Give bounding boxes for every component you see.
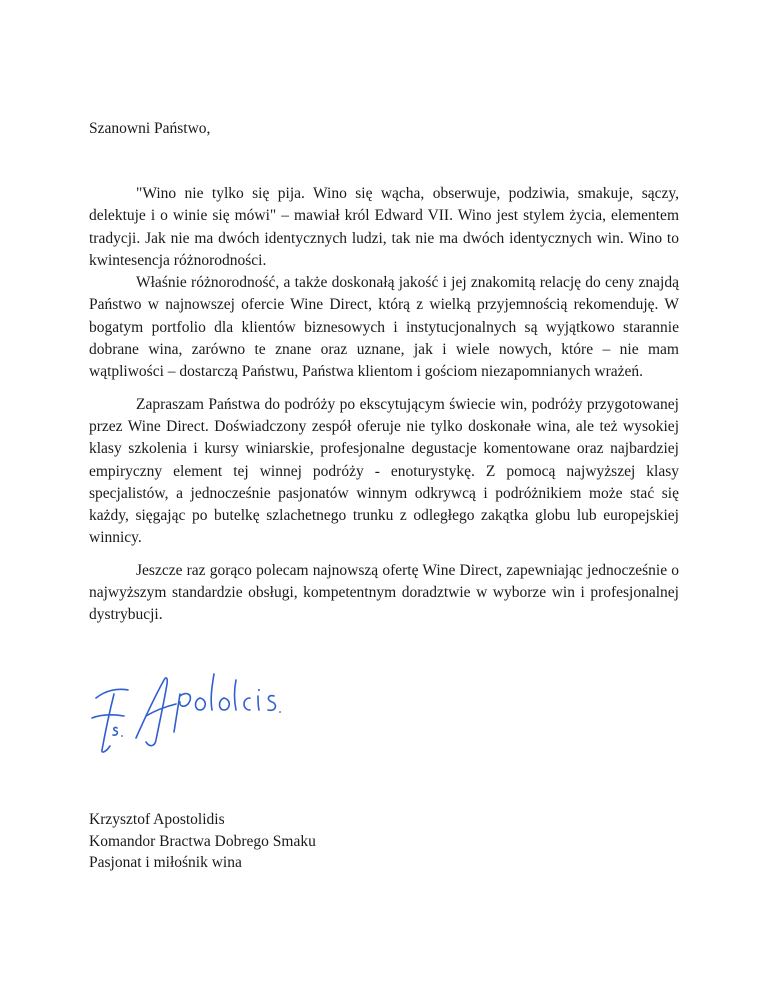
paragraph-4: Jeszcze raz gorąco polecam najnowszą ofertę Wine Direct, zapewniając jednocześnie o najwyższym standardzie obsługi, kompetentnym doradztwie w wyborze win i profesjonalnej dystrybucji. <box>89 561 679 624</box>
letter-body <box>89 183 679 627</box>
signature-stroke <box>244 698 250 710</box>
salutation: Szanowni Państwo, <box>89 120 211 137</box>
signature-stroke <box>102 694 114 752</box>
signature-stroke <box>235 680 237 710</box>
paragraph-1: "Wino nie tylko się pija. Wino się wącha, obserwuje, podziwia, smakuje, sączy, delektuje i o winie się mówi" – mawiał król Edward VII. Wino jest stylem życia, elementem tradycji. Jak nie ma dwóch identycznych ludzi, tak nie ma dwóch identycznych win. Wino to kwintesencja różnorodności. <box>89 185 679 269</box>
signature-stroke <box>258 696 259 710</box>
signature-stroke <box>136 678 167 746</box>
signature-stroke <box>268 696 275 711</box>
signature-stroke <box>279 711 281 713</box>
handwritten-signature <box>84 660 294 760</box>
signature-stroke <box>180 694 191 707</box>
signature-stroke <box>121 735 123 737</box>
signatory-subtitle: Pasjonat i miłośnik wina <box>89 854 242 871</box>
paragraph-3: Zapraszam Państwa do podróży po ekscytującym świecie win, podróży przygotowanej przez Wine Direct. Doświadczony zespół oferuje nie tylko doskonałe wina, ale też wysokiej klasy szkolenia i kursy winiarskie, profesjonalne degustacje komentowane oraz najbardziej empiryczny element tej winnej podróży - enoturystykę. Z pomocą najwyższej klasy specjalistów, a jednocześnie pasjonatów winnym odkrywcą i podróżnikiem może stać się każdy, sięgając po butelkę szlachetnego trunku z odległego zakątka globu lub europejskiej winnicy. <box>89 395 679 547</box>
signature-stroke <box>174 694 180 732</box>
paragraph-2: Właśnie różnorodność, a także doskonałą jakość i jej znakomitą relację do ceny znajdą Państwo w najnowszej ofercie Wine Direct, którą z wielką przyjemnością rekomenduję. W bogatym portfolio dla klientów biznesowych i instytucjonalnych są wyjątkowo starannie dobrane wina, zarówno te znane oraz uznane, jak i wiele nowych, które – nie mam wątpliwości – dostarczą Państwu, Państwa klientom i gościom niezapomnianych wrażeń. <box>89 274 679 381</box>
signatory-name: Krzysztof Apostolidis <box>89 811 225 828</box>
signature-block <box>89 809 316 874</box>
signature-stroke <box>113 727 117 735</box>
signature-stroke <box>96 689 128 698</box>
signature-stroke <box>196 698 206 710</box>
signature-stroke <box>211 674 214 710</box>
signature-stroke <box>258 689 260 691</box>
signatory-title: Komandor Bractwa Dobrego Smaku <box>89 832 316 850</box>
signature-stroke <box>220 698 230 710</box>
